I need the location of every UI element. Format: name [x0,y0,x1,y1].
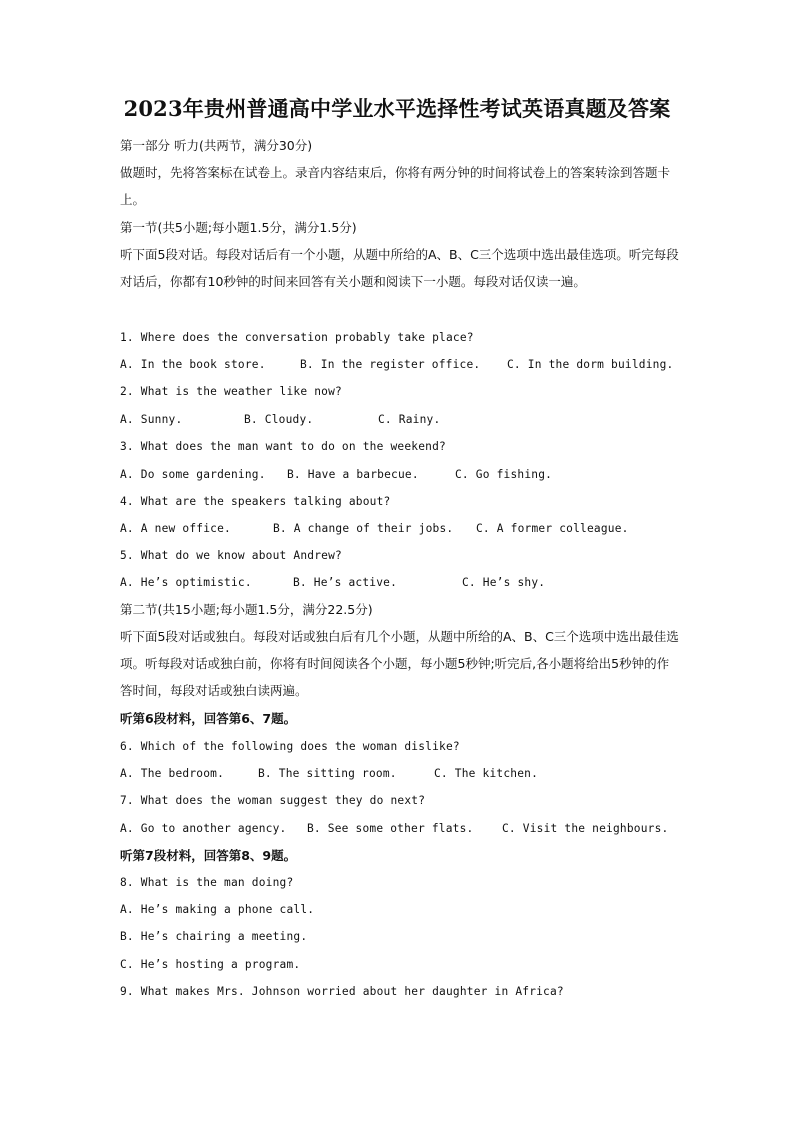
question-2-options [120,411,680,429]
question-2-option-c: C. Rainy. [378,413,441,426]
question-4-stem: 4. What are the speakers talking about? [120,495,391,508]
question-2-option-b: B. Cloudy. [244,413,314,426]
section2-heading: 第二节(共15小题;每小题1.5分，满分22.5分) [120,602,373,617]
material-7-heading: 听第7段材料，回答第8、9题。 [120,848,297,863]
question-2-option-a: A. Sunny. [120,413,183,426]
question-5-option-b: B. He’s active. [293,576,398,589]
question-1-option-c: C. In the dorm building. [507,358,674,371]
question-8-option-c: C. He’s hosting a program. [120,958,301,971]
question-4-option-b: B. A change of their jobs. [273,522,454,535]
question-1-stem: 1. Where does the conversation probably take place? [120,331,474,344]
material-6-heading: 听第6段材料，回答第6、7题。 [120,711,297,726]
question-5-stem: 5. What do we know about Andrew? [120,549,342,562]
page-title: 2023年贵州普通高中学业水平选择性考试英语真题及答案 [123,96,671,121]
question-3-options [120,466,680,484]
part1-instructions: 做题时，先将答案标在试卷上。录音内容结束后，你将有两分钟的时间将试卷上的答案转涂到答题卡上。 [120,165,671,207]
question-1-option-b: B. In the register office. [300,358,481,371]
question-7-option-a: A. Go to another agency. [120,822,287,835]
question-1-option-a: A. In the book store. [120,358,266,371]
section1-heading: 第一节(共5小题;每小题1.5分，满分1.5分) [120,220,357,235]
question-9-stem: 9. What makes Mrs. Johnson worried about her daughter in Africa? [120,985,564,998]
question-1-options [120,356,680,374]
question-7-option-b: B. See some other flats. [307,822,474,835]
question-6-option-b: B. The sitting room. [258,767,397,780]
question-6-option-a: A. The bedroom. [120,767,225,780]
section1-instructions: 听下面5段对话。每段对话后有一个小题，从题中所给的A、B、C三个选项中选出最佳选项。听完每段对话后，你都有10秒钟的时间来回答有关小题和阅读下一小题。每段对话仅读一遍。 [120,247,679,289]
question-5-option-a: A. He’s optimistic. [120,576,252,589]
question-7-stem: 7. What does the woman suggest they do next? [120,794,426,807]
question-3-option-b: B. Have a barbecue. [287,468,419,481]
question-5-options [120,574,680,592]
question-6-option-c: C. The kitchen. [434,767,539,780]
question-4-option-a: A. A new office. [120,522,231,535]
question-5-option-c: C. He’s shy. [462,576,546,589]
question-3-option-c: C. Go fishing. [455,468,553,481]
question-7-options [120,820,680,838]
question-4-options [120,520,680,538]
question-3-stem: 3. What does the man want to do on the weekend? [120,440,446,453]
question-6-stem: 6. Which of the following does the woman dislike? [120,740,460,753]
question-3-option-a: A. Do some gardening. [120,468,266,481]
question-7-option-c: C. Visit the neighbours. [502,822,669,835]
question-8-option-a: A. He’s making a phone call. [120,903,315,916]
question-8-option-b: B. He’s chairing a meeting. [120,930,308,943]
question-4-option-c: C. A former colleague. [476,522,629,535]
question-2-stem: 2. What is the weather like now? [120,385,342,398]
section2-instructions: 听下面5段对话或独白。每段对话或独白后有几个小题，从题中所给的A、B、C三个选项中选出最佳选项。听每段对话或独白前，你将有时间阅读各个小题，每小题5秒钟;听完后,各小题将给出5秒钟的作答时间，每段对话或独白读两遍。 [120,629,679,698]
part1-heading: 第一部分 听力(共两节，满分30分) [120,138,313,153]
question-6-options [120,765,680,783]
question-8-stem: 8. What is the man doing? [120,876,294,889]
